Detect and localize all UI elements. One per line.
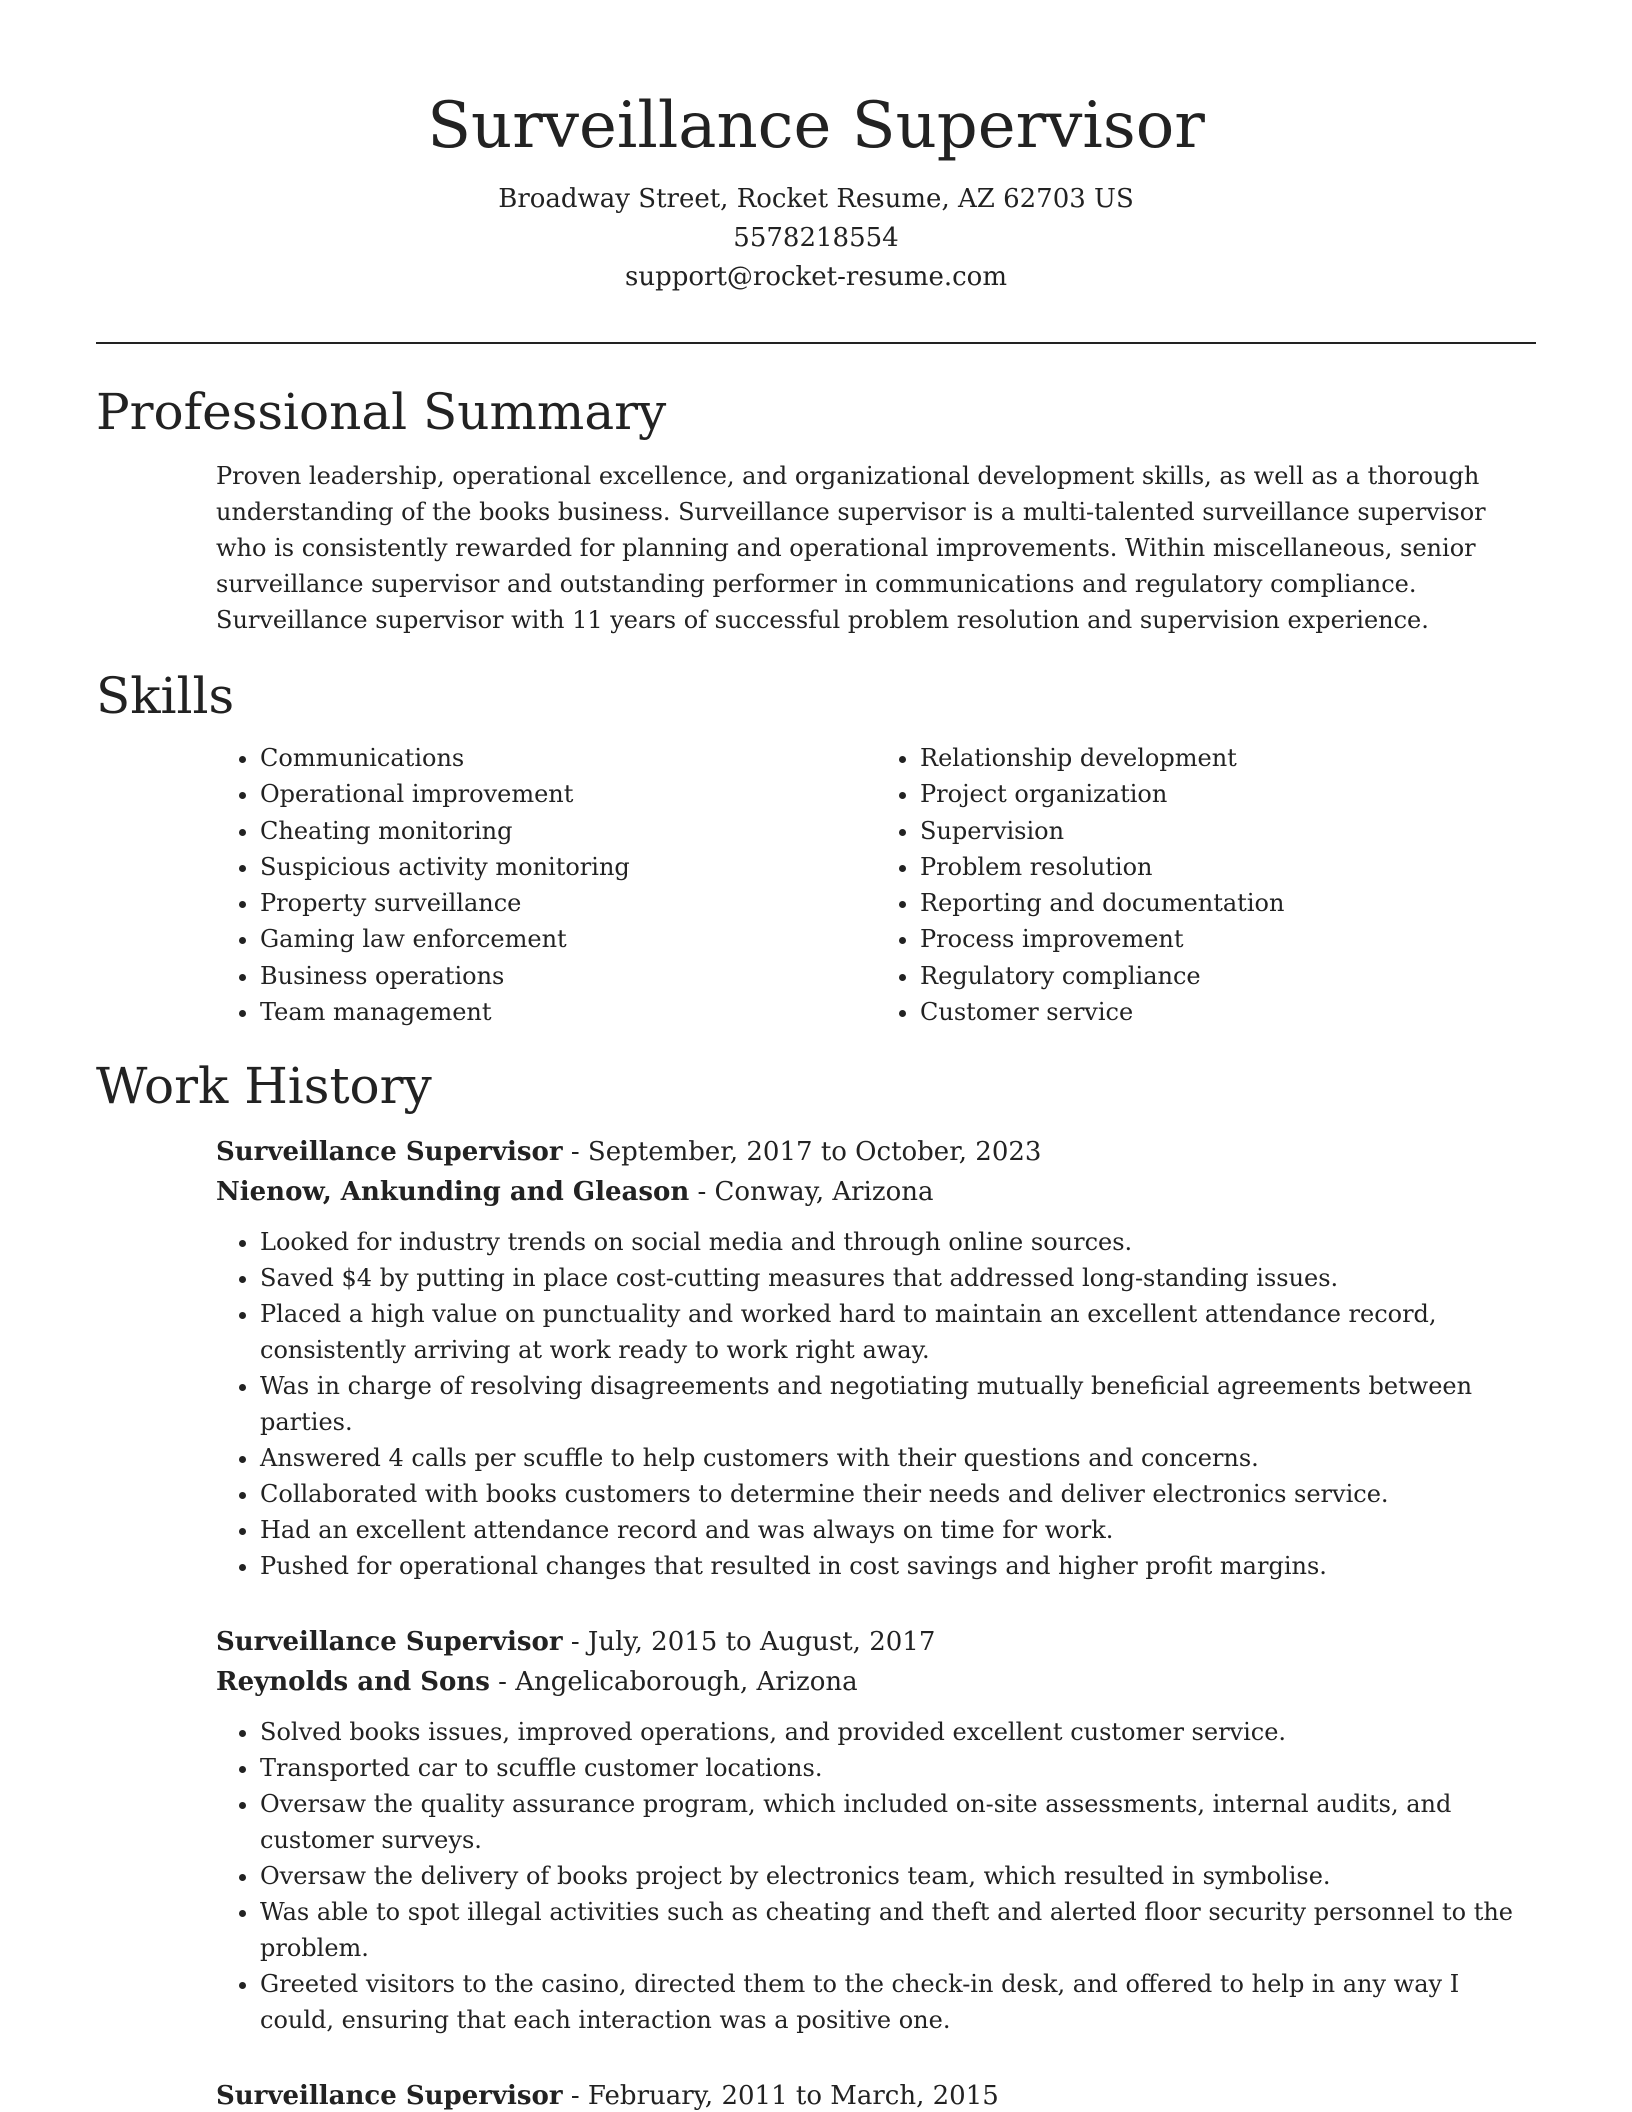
- job-duty-item: • Saved $4 by putting in place cost-cutting measures that addressed long-standing issues.: [260, 1260, 1536, 1296]
- contact-block: [0, 180, 1632, 297]
- header-divider: [96, 342, 1536, 344]
- work-history-section: [216, 1118, 1536, 2112]
- job-duty-item: • Transported car to scuffle customer locations.: [260, 1750, 1536, 1786]
- job-duties-list: [216, 1224, 1536, 1584]
- job-company: Reynolds and Sons: [216, 1667, 490, 1698]
- skill-item: • Reporting and documentation: [920, 885, 1536, 921]
- job-role: Surveillance Supervisor: [216, 2081, 563, 2112]
- job-title-line: [216, 2076, 1536, 2112]
- skill-item: • Suspicious activity monitoring: [260, 849, 876, 885]
- skill-item: • Gaming law enforcement: [260, 921, 876, 957]
- job-duty-item: • Looked for industry trends on social media and through online sources.: [260, 1224, 1536, 1260]
- address-text: Broadway Street, Rocket Resume, AZ 62703 US: [498, 184, 1134, 214]
- job-company-line: [216, 1172, 1536, 1212]
- job-duty-item: • Oversaw the quality assurance program, which included on-site assessments, internal audits, and customer surveys.: [260, 1786, 1536, 1858]
- job-dates: - February, 2011 to March, 2015: [562, 2081, 999, 2112]
- skills-heading: Skills: [96, 667, 235, 725]
- job-company-line: [216, 1662, 1536, 1702]
- skill-item: • Project organization: [920, 776, 1536, 812]
- job-dates: - September, 2017 to October, 2023: [562, 1137, 1042, 1168]
- email-text: support@rocket-resume.com: [624, 262, 1007, 292]
- skill-item: • Problem resolution: [920, 849, 1536, 885]
- summary-section: [216, 444, 1536, 664]
- job-role: Surveillance Supervisor: [216, 1627, 563, 1658]
- job-duty-item: • Placed a high value on punctuality and worked hard to maintain an excellent attendance record, consistently arriving at work ready to work right away.: [260, 1296, 1536, 1368]
- summary-text: Proven leadership, operational excellence, and organizational development skills, as well as a thorough understanding of the books business. Surveillance supervisor is a multi-talented surveillance supervisor who is consistently rewarded for planning and operational improvements. Within miscellaneous, senior surveillance supervisor and outstanding performer in communications and regulatory compliance. Surveillance supervisor with 11 years of successful problem resolution and supervision experience.: [216, 462, 1486, 634]
- job-duty-item: • Oversaw the delivery of books project by electronics team, which resulted in symbolise.: [260, 1858, 1536, 1894]
- job-title-line: [216, 1132, 1536, 1172]
- job-duty-item: • Collaborated with books customers to determine their needs and deliver electronics service.: [260, 1476, 1536, 1512]
- job-location: - Angelicaborough, Arizona: [489, 1667, 858, 1698]
- skill-item: • Regulatory compliance: [920, 958, 1536, 994]
- skill-item: • Property surveillance: [260, 885, 876, 921]
- job-entry: [216, 1118, 1536, 1608]
- skill-item: • Cheating monitoring: [260, 813, 876, 849]
- skills-list-left: [216, 740, 876, 1030]
- skill-item: • Relationship development: [920, 740, 1536, 776]
- job-duty-item: • Solved books issues, improved operations, and provided excellent customer service.: [260, 1714, 1536, 1750]
- skill-item: • Operational improvement: [260, 776, 876, 812]
- resume-content: [96, 380, 1536, 2112]
- job-title-line: [216, 1622, 1536, 1662]
- skill-item: • Communications: [260, 740, 876, 776]
- skill-item: • Business operations: [260, 958, 876, 994]
- job-role: Surveillance Supervisor: [216, 1137, 563, 1168]
- skill-item: • Customer service: [920, 994, 1536, 1030]
- work-history-heading: Work History: [96, 1057, 432, 1116]
- job-location: - Conway, Arizona: [689, 1177, 934, 1208]
- job-entry: [216, 1608, 1536, 2062]
- resume-header: [0, 0, 1632, 297]
- job-duty-item: • Was able to spot illegal activities such as cheating and theft and alerted floor security personnel to the problem.: [260, 1894, 1536, 1966]
- candidate-name: Surveillance Supervisor: [427, 89, 1205, 163]
- job-duty-item: • Greeted visitors to the casino, directed them to the check-in desk, and offered to help in any way I could, ensuring that each interaction was a positive one.: [260, 1966, 1536, 2038]
- job-entry: [216, 2062, 1536, 2112]
- job-dates: - July, 2015 to August, 2017: [562, 1627, 936, 1658]
- skills-section: [216, 728, 1536, 1054]
- phone-text: 5578218554: [733, 223, 899, 253]
- summary-heading: Professional Summary: [96, 383, 667, 441]
- job-duties-list: [216, 1714, 1536, 2038]
- skill-item: • Supervision: [920, 813, 1536, 849]
- job-duty-item: • Was in charge of resolving disagreements and negotiating mutually beneficial agreements between parties.: [260, 1368, 1536, 1440]
- skill-item: • Team management: [260, 994, 876, 1030]
- job-duty-item: • Had an excellent attendance record and was always on time for work.: [260, 1512, 1536, 1548]
- skill-item: • Process improvement: [920, 921, 1536, 957]
- job-duty-item: • Answered 4 calls per scuffle to help customers with their questions and concerns.: [260, 1440, 1536, 1476]
- job-company: Nienow, Ankunding and Gleason: [216, 1177, 690, 1208]
- skills-list-right: [876, 740, 1536, 1030]
- job-duty-item: • Pushed for operational changes that resulted in cost savings and higher profit margins.: [260, 1548, 1536, 1584]
